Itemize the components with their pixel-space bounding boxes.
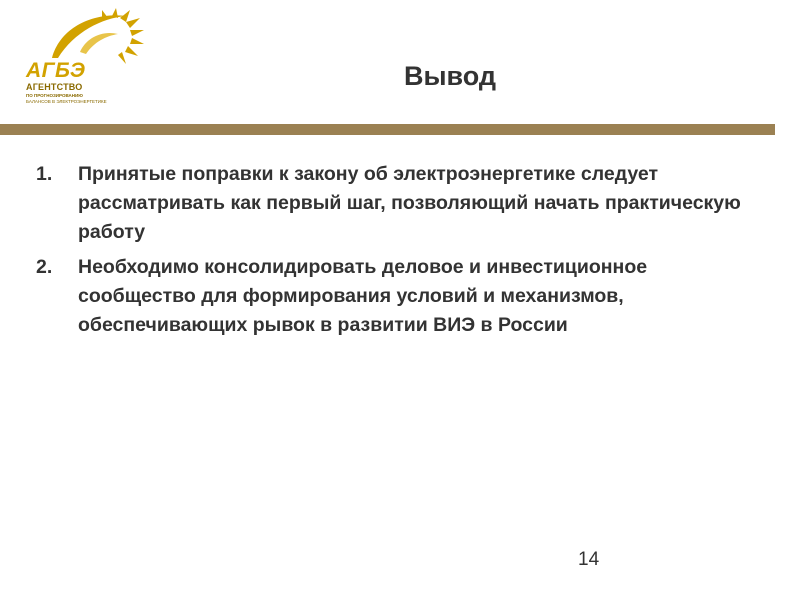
list-item-number: 1. xyxy=(36,163,53,185)
list-item-number: 2. xyxy=(36,256,53,278)
list-item xyxy=(36,160,766,247)
logo-wordmark: АГБЭ xyxy=(26,59,86,82)
company-logo xyxy=(22,8,150,108)
list-item-text: Необходимо консолидировать деловое и инвестиционное сообщество для формирования условий и механизмов, обеспечивающих рывок в развитии ВИЭ в России xyxy=(78,256,648,336)
slide-title: Вывод xyxy=(404,61,497,91)
logo-line-forecasting: ПО ПРОГНОЗИРОВАНИЮ xyxy=(26,93,83,98)
title-divider xyxy=(0,124,775,135)
logo-line-agency: АГЕНТСТВО xyxy=(26,82,83,92)
logo-line-balances: БАЛАНСОВ В ЭЛЕКТРОЭНЕРГЕТИКЕ xyxy=(26,99,107,104)
list-item-text: Принятые поправки к закону об электроэнергетике следует рассматривать как первый шаг, позволяющий начать практическую работу xyxy=(78,163,741,243)
list-item xyxy=(36,253,766,340)
page-number: 14 xyxy=(578,549,600,570)
conclusion-list xyxy=(36,160,766,346)
